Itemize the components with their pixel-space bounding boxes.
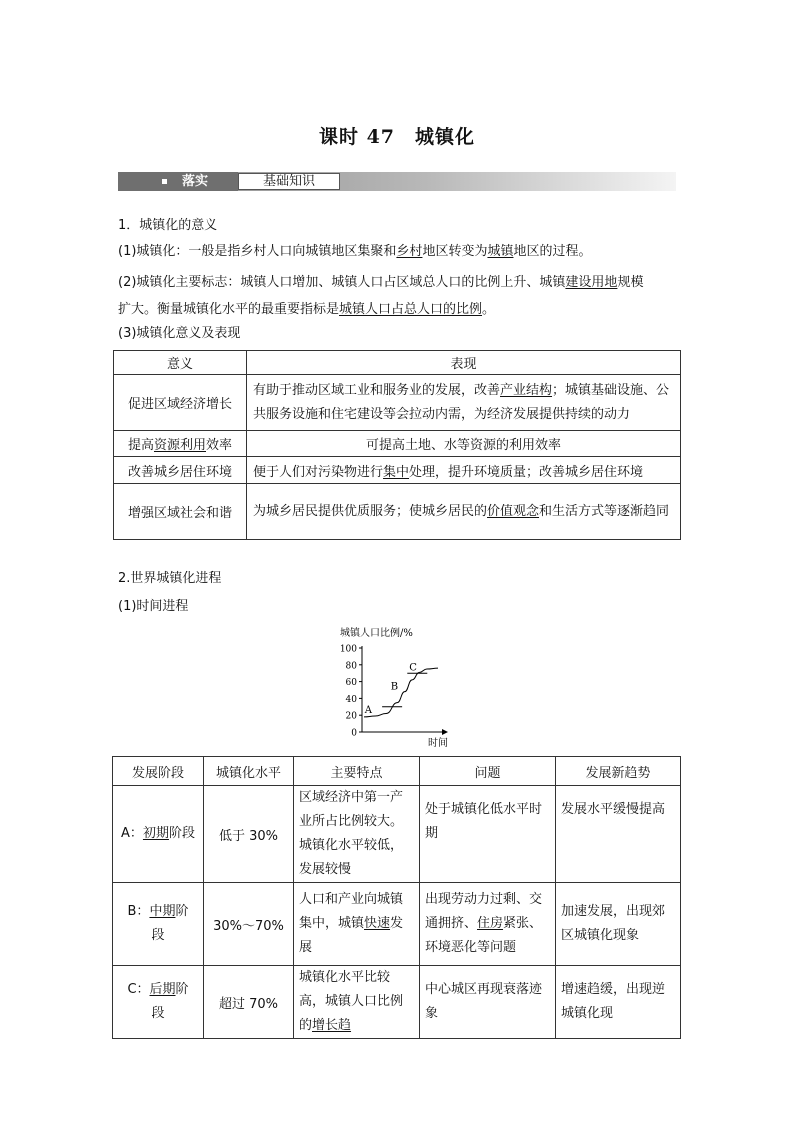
text: C： <box>127 982 150 997</box>
y-ticks <box>340 645 362 739</box>
stage-point-label: C <box>409 662 417 674</box>
underlined-key: 住房 <box>477 916 504 931</box>
banner-left <box>118 172 238 191</box>
text: 有助于推动区域工业和服务业的发展，改善 <box>253 382 501 398</box>
expression-cell <box>247 484 681 540</box>
text: 出现劳动力过剩、交通拥挤、 <box>425 892 543 931</box>
text: 阶 <box>175 982 189 997</box>
text: 效率 <box>206 438 233 453</box>
expression-cell: 可提高土地、水等资源的利用效率 <box>247 431 681 457</box>
section2-subheading: (1)时间进程 <box>118 599 189 614</box>
meaning-cell: 改善城乡居住环境 <box>114 457 247 484</box>
table-header: 主要特点 <box>294 757 420 786</box>
table-row <box>114 457 681 484</box>
expression-cell <box>247 457 681 484</box>
stage-marks <box>364 662 427 716</box>
problem-cell: 处于城镇化低水平时期 <box>420 786 556 883</box>
table-row <box>113 786 681 883</box>
meaning-cell: 促进区域经济增长 <box>114 375 247 431</box>
text: 人口和产业向城镇集中，城镇 <box>299 892 404 931</box>
text: 阶 <box>175 904 189 919</box>
underlined-key: 资源利用 <box>153 438 206 453</box>
text: 地区的过程。 <box>513 244 592 259</box>
table-header: 问题 <box>420 757 556 786</box>
table-row <box>114 484 681 540</box>
trend-cell: 发展水平缓慢提高 <box>556 786 681 883</box>
underlined-key: 增长趋 <box>312 1018 352 1033</box>
x-axis-label: 时间 <box>428 738 448 749</box>
feature-cell: 区域经济中第一产业所占比例较大。城镇化水平较低，发展较慢 <box>294 786 420 883</box>
banner-left-label: 落实 <box>182 174 209 189</box>
underlined-key: 后期 <box>149 982 176 997</box>
y-tick-label: 0 <box>351 728 357 739</box>
y-tick-label: 60 <box>345 678 357 689</box>
y-tick-label: 100 <box>339 644 357 655</box>
underlined-key: 产业结构 <box>500 382 553 398</box>
underlined-key: 价值观念 <box>487 503 540 519</box>
text: 阶段 <box>168 826 195 841</box>
meaning-cell <box>114 431 247 457</box>
table-header: 意义 <box>114 351 247 375</box>
text: 发展 <box>299 916 404 955</box>
stage-point-label: B <box>390 681 399 693</box>
table-header: 发展新趋势 <box>556 757 681 786</box>
y-tick-label: 40 <box>345 694 357 705</box>
level-cell: 超过 70% <box>204 966 294 1039</box>
text: 提高 <box>127 438 154 453</box>
text: 和生活方式等逐渐趋同 <box>539 503 670 519</box>
urbanization-chart <box>330 622 460 750</box>
section2-heading: 2.世界城镇化进程 <box>118 571 222 586</box>
feature-cell <box>294 883 420 966</box>
series-line <box>364 668 438 717</box>
text: B： <box>127 904 150 919</box>
stage-point-label: A <box>364 705 373 717</box>
x-axis-arrow <box>442 729 448 735</box>
stage-cell <box>113 966 204 1039</box>
trend-cell: 加速发展，出现郊区城镇化现象 <box>556 883 681 966</box>
text: 处理，提升环境质量；改善城乡居住环境 <box>409 464 644 480</box>
section-banner <box>118 172 676 192</box>
stage-cell <box>113 883 204 966</box>
chart-svg <box>330 622 460 750</box>
text: ；城镇基础设施、公共服务设施和住宅建设等会拉动内需，为经济发展提供持续的动力 <box>253 382 670 422</box>
level-cell: 30%～70% <box>204 883 294 966</box>
feature-cell <box>294 966 420 1039</box>
problem-cell <box>420 883 556 966</box>
text: 段 <box>151 1006 165 1021</box>
table-row <box>114 431 681 457</box>
table-header: 城镇化水平 <box>204 757 294 786</box>
trend-cell: 增速趋缓，出现逆城镇化现 <box>556 966 681 1039</box>
text: 便于人们对污染物进行 <box>253 464 384 480</box>
table-row <box>113 966 681 1039</box>
table-header: 表现 <box>247 351 681 375</box>
underlined-key: 初期 <box>142 826 169 841</box>
banner-right-label: 基础知识 <box>238 173 340 190</box>
table-row <box>114 375 681 431</box>
text: A： <box>121 826 143 841</box>
underlined-key: 集中 <box>383 464 410 480</box>
text: 地区转变为 <box>422 244 488 259</box>
y-tick-label: 80 <box>345 661 357 672</box>
underlined-key: 快速 <box>364 916 391 931</box>
expression-cell <box>247 375 681 431</box>
table-row <box>113 883 681 966</box>
section1-heading: 1．城镇化的意义 <box>118 218 218 233</box>
underlined-key: 城镇 <box>487 244 514 259</box>
stage-cell <box>113 786 204 883</box>
square-bullet-icon <box>162 179 167 184</box>
underlined-key: 乡村 <box>396 244 423 259</box>
text: (1)城镇化：一般是指乡村人口向城镇地区集聚和 <box>118 244 397 259</box>
paragraph-2 <box>118 269 678 323</box>
text: 紧张、环境恶化等问题 <box>425 916 543 955</box>
underlined-key: 中期 <box>149 904 176 919</box>
text: (2)城镇化主要标志：城镇人口增加、城镇人口占区域总人口的比例上升、城镇 <box>118 275 566 290</box>
text: 城镇化水平比较高，城镇人口比例的 <box>299 970 404 1033</box>
level-cell: 低于 30% <box>204 786 294 883</box>
underlined-key: 建设用地 <box>565 275 618 290</box>
text: 规模 <box>617 275 644 290</box>
text: 段 <box>151 928 165 943</box>
paragraph-3: (3)城镇化意义及表现 <box>118 326 241 341</box>
y-tick-label: 20 <box>345 711 357 722</box>
significance-table <box>113 350 681 540</box>
underlined-key: 城镇人口占总人口的比例 <box>339 302 483 317</box>
chart-title: 城镇人口比例/% <box>340 628 413 639</box>
paragraph-1 <box>118 242 678 262</box>
text: 为城乡居民提供优质服务；使城乡居民的 <box>253 503 488 519</box>
table-header: 发展阶段 <box>113 757 204 786</box>
text: 。 <box>482 302 496 317</box>
stages-table <box>112 756 681 1039</box>
text: 扩大。衡量城镇化水平的最重要指标是 <box>118 302 340 317</box>
page-title: 课时 47 城镇化 <box>318 126 476 148</box>
problem-cell: 中心城区再现衰落迹象 <box>420 966 556 1039</box>
meaning-cell: 增强区域社会和谐 <box>114 484 247 540</box>
